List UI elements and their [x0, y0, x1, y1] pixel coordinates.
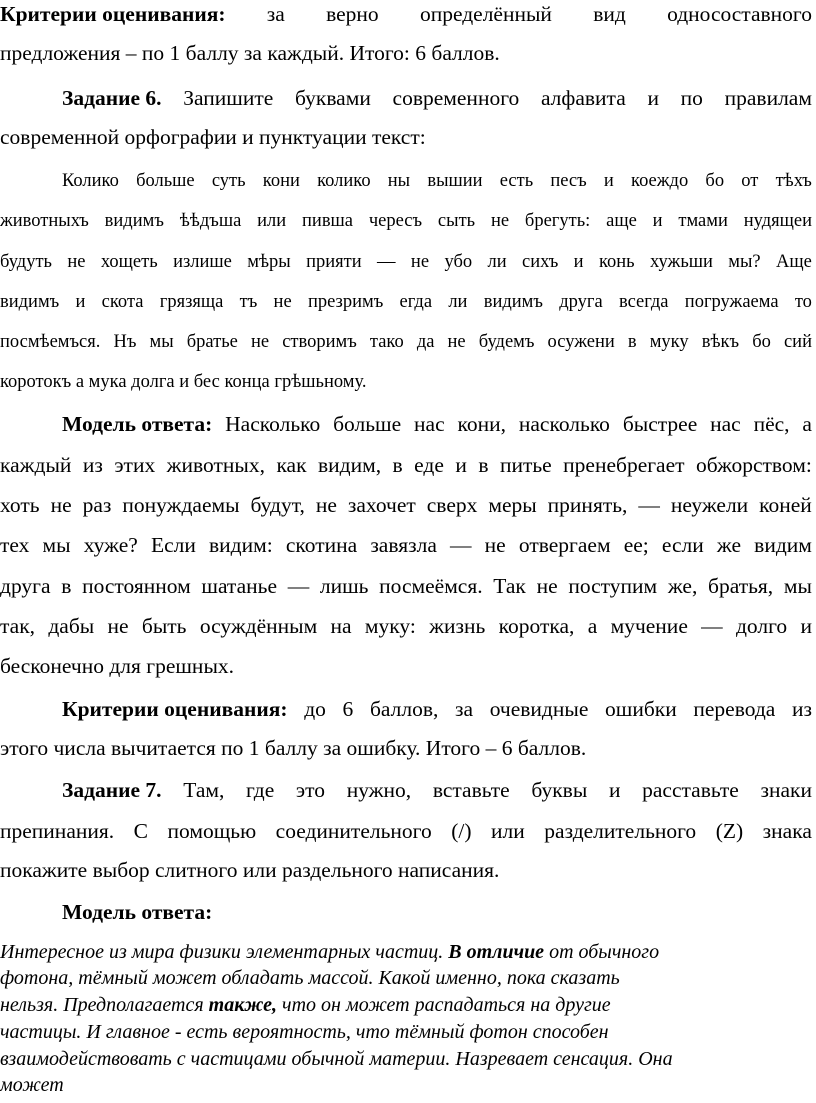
task6-line1 [0, 88, 816, 110]
word: насколько [518, 412, 610, 436]
model1-line [0, 616, 816, 638]
word: или [257, 211, 287, 231]
word: коротка, [498, 614, 575, 638]
word: не [490, 211, 510, 231]
word: муку: [364, 614, 416, 638]
word: долго [735, 614, 788, 638]
word: не [410, 252, 430, 272]
word: а [587, 614, 598, 638]
model1-line1 [0, 414, 816, 436]
criteria1-word: вид [593, 2, 626, 26]
word: раз [82, 493, 112, 517]
word: пренебрегает [563, 453, 685, 477]
word: не [536, 574, 558, 598]
model1-line [0, 495, 816, 517]
word: (/) [451, 819, 472, 843]
word: препинания. [0, 819, 115, 843]
old-text-line [0, 212, 816, 231]
word: дабы [48, 614, 95, 638]
word: скота [101, 292, 144, 312]
word: убо [444, 252, 473, 272]
word: — [287, 574, 310, 598]
italic-line-5: взаимодействовать с частицами обычной материи. Назревает сенсация. Она [0, 1048, 673, 1070]
word: не [107, 614, 129, 638]
italic-line-2: фотона, тёмный может обладать массой. Какой именно, пока сказать [0, 967, 620, 989]
word: же, [667, 574, 698, 598]
word: сихъ [522, 252, 559, 272]
word: братья, [708, 574, 774, 598]
word: хуже? [83, 533, 138, 557]
word: всегда [618, 292, 669, 312]
word: братье [186, 332, 238, 352]
task6-word: современного [392, 86, 520, 110]
word: есть [499, 171, 534, 191]
word: хоть [0, 493, 40, 517]
word: ли [448, 292, 468, 312]
italic-line-6: может [0, 1074, 64, 1096]
word: нас [710, 412, 741, 436]
word: за [455, 697, 474, 721]
word: пёс, [753, 412, 790, 436]
word: створимъ [282, 332, 357, 352]
word: суть [211, 171, 246, 191]
word: тѣхъ [775, 171, 812, 191]
word: в [61, 574, 72, 598]
word: же [716, 533, 742, 557]
word: Там, [183, 778, 225, 802]
word: видимъ [483, 292, 543, 312]
word: вѣкъ [701, 332, 740, 352]
criteria2-line2: этого числа вычитается по 1 баллу за ошибку. Итого – 6 баллов. [0, 736, 587, 760]
word: (Z) [715, 819, 744, 843]
word: не [273, 292, 292, 312]
word: тако [369, 332, 404, 352]
word: меры [488, 493, 537, 517]
word: нас [414, 412, 445, 436]
word: не [50, 493, 72, 517]
word: и [608, 778, 621, 802]
word: этих [114, 453, 156, 477]
word: не [315, 493, 337, 517]
word: конь [598, 252, 635, 272]
word: из [82, 453, 103, 477]
word: не [447, 332, 466, 352]
word: баллов, [369, 697, 439, 721]
word: знаки [760, 778, 812, 802]
word: пивша [302, 211, 354, 231]
word: коней [759, 493, 812, 517]
word: скотина [285, 533, 358, 557]
criteria1-word: за [266, 2, 285, 26]
word: осуждённым [199, 614, 318, 638]
word: — [701, 614, 723, 638]
word: буквы [531, 778, 588, 802]
word: — [377, 252, 396, 272]
italic-text: от обычного [544, 941, 660, 963]
criteria2-label: Критерии оценивания: [62, 697, 288, 721]
word: кони [262, 171, 300, 191]
word: обжорством: [696, 453, 812, 477]
criteria1-line1 [0, 4, 816, 26]
word: нудящеи [743, 211, 812, 231]
word: грязяща [159, 292, 224, 312]
criteria1-word: верно [326, 2, 379, 26]
word: питье [499, 453, 552, 477]
italic-text: нельзя. Предполагается [0, 994, 209, 1016]
model1-last-line: бесконечно для грешных. [0, 654, 235, 678]
task7-line2 [0, 821, 816, 843]
word: мы? [728, 252, 761, 272]
task6-word: правилам [724, 86, 812, 110]
word: чересъ [368, 211, 423, 231]
word: видим: [209, 533, 273, 557]
word: мѣры [247, 252, 291, 272]
word: егда [399, 292, 433, 312]
word: бо [705, 171, 725, 191]
italic-line-4: частицы. И главное - есть вероятность, что тёмный фотон способен [0, 1021, 609, 1043]
word: бо [752, 332, 771, 352]
word: мы [42, 533, 71, 557]
word: друга [559, 292, 603, 312]
word: разделительного [544, 819, 697, 843]
word: отвергаем [518, 533, 611, 557]
word: шатанье [201, 574, 277, 598]
word: видим [754, 533, 812, 557]
word: очевидные [489, 697, 589, 721]
criteria1-word: определённый [419, 2, 552, 26]
word: муку [649, 332, 689, 352]
word: посмеёмся. [379, 574, 483, 598]
word: перевода [693, 697, 776, 721]
word: из [792, 697, 812, 721]
italic-bold: также, [208, 994, 278, 1016]
model2-line [0, 902, 816, 924]
word: неужели [670, 493, 749, 517]
old-text-line [0, 172, 816, 191]
word: песъ [550, 171, 587, 191]
italic-bold: В отличие [448, 941, 545, 963]
word: поступим [568, 574, 658, 598]
criteria1-line2: предложения – по 1 баллу за каждый. Итого: 6 баллов. [0, 41, 500, 65]
word: 6 [342, 697, 354, 721]
word: знака [762, 819, 812, 843]
word: соединительного [275, 819, 432, 843]
word: так, [0, 614, 36, 638]
word: будемъ [478, 332, 535, 352]
word: помощью [167, 819, 257, 843]
italic-text: что он может распадаться на другие [277, 994, 611, 1016]
word: будут, [250, 493, 305, 517]
word: видимъ [0, 292, 60, 312]
word: ошибки [605, 697, 677, 721]
word: и [573, 252, 584, 272]
italic-line-1 [0, 942, 816, 962]
word: Насколько [225, 412, 321, 436]
task6-word: буквами [295, 86, 371, 110]
word: и [75, 292, 86, 312]
word: не [251, 332, 270, 352]
word: до [304, 697, 326, 721]
word: Так [493, 574, 526, 598]
word: а [802, 412, 812, 436]
word: ѣѣдъша [179, 211, 242, 231]
task7-line3: покажите выбор слитного или раздельного написания. [0, 858, 500, 882]
word: и [800, 614, 812, 638]
word: быстрее [622, 412, 698, 436]
word: животных, [166, 453, 265, 477]
word: как [276, 453, 307, 477]
word: постоянном [82, 574, 191, 598]
word: — [450, 533, 472, 557]
word: ли [487, 252, 507, 272]
word: если [661, 533, 704, 557]
word: то [794, 292, 812, 312]
word: больше [136, 171, 195, 191]
task6-word: по [680, 86, 703, 110]
word: брегуть: [524, 211, 591, 231]
old-text-line [0, 293, 816, 312]
task6-word: алфавита [540, 86, 626, 110]
word: вышии [427, 171, 483, 191]
word: тмами [678, 211, 728, 231]
model1-line [0, 576, 816, 598]
word: или [491, 819, 525, 843]
model2-label: Модель ответа: [62, 900, 213, 924]
word: лишь [319, 574, 369, 598]
word: на [330, 614, 352, 638]
italic-line-3 [0, 995, 816, 1015]
model1-line [0, 535, 816, 557]
word: презримъ [307, 292, 384, 312]
word: больше [333, 412, 402, 436]
word: излише [173, 252, 232, 272]
word: завязла [370, 533, 437, 557]
word: нужно, [346, 778, 412, 802]
task6-label: Задание 6. [62, 86, 162, 110]
word: прияти [306, 252, 362, 272]
word: и [455, 453, 467, 477]
task6-word: и [647, 86, 659, 110]
word: еде [414, 453, 444, 477]
word: Нъ [113, 332, 137, 352]
word: хужьши [649, 252, 713, 272]
word: осужени [547, 332, 615, 352]
criteria1-word: односоставного [667, 2, 812, 26]
word: коеждо [631, 171, 689, 191]
word: не [67, 252, 86, 272]
word: жизнь [429, 614, 486, 638]
word: и [652, 211, 663, 231]
task6-line2: современной орфографии и пунктуации текст: [0, 125, 426, 149]
word: тъ [239, 292, 258, 312]
model1-label: Модель ответа: [62, 412, 213, 436]
word: посмѣемъся. [0, 332, 101, 352]
old-text-line [0, 333, 816, 352]
italic-text: Интересное из мира физики элементарных частиц. [0, 941, 449, 963]
word: Аще [776, 252, 812, 272]
task7-label: Задание 7. [62, 778, 162, 802]
word: это [295, 778, 326, 802]
task7-line1 [0, 780, 816, 802]
word: сверх [426, 493, 478, 517]
word: в [478, 453, 489, 477]
word: С [133, 819, 148, 843]
word: каждый [0, 453, 72, 477]
word: Колико [62, 171, 119, 191]
word: принять, [547, 493, 628, 517]
word: будуть [0, 252, 52, 272]
word: мучение [610, 614, 688, 638]
word: понуждаемы [122, 493, 240, 517]
word: расставьте [642, 778, 739, 802]
word: сыть [437, 211, 476, 231]
word: где [246, 778, 275, 802]
word: животныхъ [0, 211, 89, 231]
word: погружаема [684, 292, 779, 312]
old-text-line: коротокъ а мука долга и бес конца грѣшьному. [0, 372, 367, 392]
word: Если [150, 533, 196, 557]
word: захочет [347, 493, 416, 517]
word: в [392, 453, 403, 477]
word: — [638, 493, 660, 517]
word: мы [783, 574, 812, 598]
criteria1-label: Критерии оценивания: [0, 2, 226, 26]
word: от [741, 171, 759, 191]
word: хощеть [100, 252, 158, 272]
word: аще [606, 211, 637, 231]
word: видимъ [104, 211, 164, 231]
word: не [484, 533, 506, 557]
word: мы [149, 332, 174, 352]
word: ны [387, 171, 411, 191]
word: друга [0, 574, 51, 598]
word: и [603, 171, 614, 191]
word: видим, [318, 453, 382, 477]
word: в [627, 332, 637, 352]
word: кони, [457, 412, 506, 436]
word: быть [141, 614, 187, 638]
criteria2-line1 [0, 699, 816, 721]
word: да [416, 332, 435, 352]
task6-word: Запишите [183, 86, 274, 110]
word: тех [0, 533, 30, 557]
word: ее; [623, 533, 649, 557]
old-text-line [0, 253, 816, 272]
model1-line [0, 455, 816, 477]
word: колико [317, 171, 371, 191]
word: вставьте [432, 778, 510, 802]
word: сий [783, 332, 812, 352]
